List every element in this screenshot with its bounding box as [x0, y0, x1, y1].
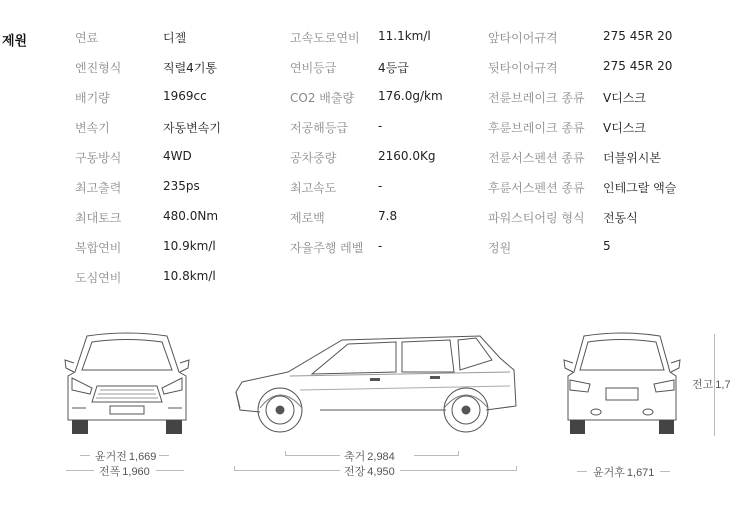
spec-label: 고속도로연비: [290, 31, 360, 45]
section-title: 제원: [2, 34, 28, 49]
spec-value: -: [378, 179, 383, 193]
spec-row: [488, 29, 676, 59]
spec-value: 5: [603, 239, 611, 253]
spec-row: [290, 239, 443, 269]
spec-row: [290, 209, 443, 239]
spec-row: [75, 119, 221, 149]
spec-value: 2160.0Kg: [378, 149, 436, 163]
spec-value: 275 45R 20: [603, 29, 673, 43]
spec-label: 전륜서스펜션 종류: [488, 151, 585, 165]
spec-row: [290, 179, 443, 209]
spec-value: 11.1km/l: [378, 29, 431, 43]
spec-value: V디스크: [603, 91, 646, 105]
spec-row: [488, 179, 676, 209]
spec-row: [290, 89, 443, 119]
spec-column-1: [75, 29, 221, 299]
car-side-view-image: [230, 330, 520, 442]
rear-track-label: 윤거후: [593, 467, 625, 479]
spec-value: 7.8: [378, 209, 398, 223]
spec-value: 275 45R 20: [603, 59, 673, 73]
spec-value: 10.8km/l: [163, 269, 216, 283]
wheelbase-line-left: [285, 455, 340, 456]
spec-label: 파워스티어링 형식: [488, 211, 585, 225]
car-rear-view-image: [562, 328, 682, 442]
spec-value: 10.9km/l: [163, 239, 216, 253]
front-track-line-left: [80, 455, 90, 456]
spec-label: 도심연비: [75, 271, 122, 285]
spec-value: 176.0g/km: [378, 89, 443, 103]
height-value: 1,7: [715, 379, 731, 391]
rear-track-line-right: [660, 471, 670, 472]
front-track-line-right: [159, 455, 169, 456]
spec-label: 복합연비: [75, 241, 122, 255]
spec-value: 직렬4기통: [163, 61, 218, 75]
wheelbase-dimension: [344, 448, 395, 464]
width-line-right: [156, 470, 184, 471]
spec-row: [488, 119, 676, 149]
spec-label: 공차중량: [290, 151, 337, 165]
wheelbase-line-right: [414, 455, 458, 456]
width-label: 전폭: [99, 466, 121, 478]
length-tick-right: [516, 466, 517, 471]
spec-column-3: [488, 29, 676, 269]
spec-row: [75, 239, 221, 269]
wheelbase-label: 축거: [344, 451, 366, 463]
spec-label: 제로백: [290, 211, 325, 225]
spec-label: 후륜브레이크 종류: [488, 121, 585, 135]
spec-row: [290, 149, 443, 179]
spec-row: [290, 59, 443, 89]
spec-label: CO2 배출량: [290, 91, 355, 105]
length-value: 4,950: [367, 466, 395, 478]
length-line-left: [234, 470, 340, 471]
spec-row: [290, 119, 443, 149]
height-label: 전고: [692, 379, 714, 391]
spec-label: 뒷타이어규격: [488, 61, 558, 75]
rear-track-line-left: [577, 471, 587, 472]
width-line-left: [66, 470, 94, 471]
height-dimension: [692, 376, 731, 392]
front-track-value: 1,669: [128, 451, 157, 463]
spec-row: [290, 29, 443, 59]
spec-value: 4WD: [163, 149, 192, 163]
spec-row: [75, 209, 221, 239]
spec-value: 4등급: [378, 61, 409, 75]
spec-label: 변속기: [75, 121, 110, 135]
spec-label: 저공해등급: [290, 121, 348, 135]
spec-value: 인테그랄 액슬: [603, 181, 677, 195]
spec-row: [488, 89, 676, 119]
spec-label: 최대토크: [75, 211, 122, 225]
spec-value: 자동변속기: [163, 121, 221, 135]
spec-row: [488, 59, 676, 89]
wheelbase-tick-right: [458, 451, 459, 456]
spec-value: 디젤: [163, 31, 187, 45]
width-value: 1,960: [122, 466, 150, 478]
spec-label: 연비등급: [290, 61, 337, 75]
spec-value: 전동식: [603, 211, 638, 225]
front-track-label: 윤거전: [95, 451, 127, 463]
spec-label: 전륜브레이크 종류: [488, 91, 585, 105]
spec-column-2: [290, 29, 443, 269]
spec-value: 더블위시본: [603, 151, 661, 165]
spec-label: 엔진형식: [75, 61, 122, 75]
spec-label: 자율주행 레벨: [290, 241, 364, 255]
spec-value: 235ps: [163, 179, 200, 193]
spec-value: -: [378, 119, 383, 133]
front-track-dimension: [95, 448, 156, 464]
spec-value: V디스크: [603, 121, 646, 135]
wheelbase-value: 2,984: [367, 451, 395, 463]
spec-label: 후륜서스펜션 종류: [488, 181, 585, 195]
spec-row: [75, 269, 221, 299]
spec-label: 연료: [75, 31, 99, 45]
spec-row: [75, 149, 221, 179]
spec-row: [75, 29, 221, 59]
spec-label: 앞타이어규격: [488, 31, 558, 45]
spec-row: [75, 179, 221, 209]
spec-label: 최고속도: [290, 181, 337, 195]
spec-value: -: [378, 239, 383, 253]
spec-label: 구동방식: [75, 151, 122, 165]
width-dimension: [99, 463, 150, 479]
spec-row: [488, 239, 676, 269]
length-label: 전장: [344, 466, 366, 478]
spec-row: [75, 59, 221, 89]
car-front-view-image: [62, 328, 192, 442]
spec-row: [75, 89, 221, 119]
spec-label: 배기량: [75, 91, 110, 105]
length-dimension: [344, 463, 395, 479]
length-line-right: [400, 470, 516, 471]
rear-track-dimension: [593, 464, 654, 480]
rear-track-value: 1,671: [626, 467, 655, 479]
spec-row: [488, 209, 676, 239]
spec-label: 최고출력: [75, 181, 122, 195]
spec-label: 정원: [488, 241, 512, 255]
spec-value: 1969cc: [163, 89, 207, 103]
spec-value: 480.0Nm: [163, 209, 219, 223]
spec-row: [488, 149, 676, 179]
